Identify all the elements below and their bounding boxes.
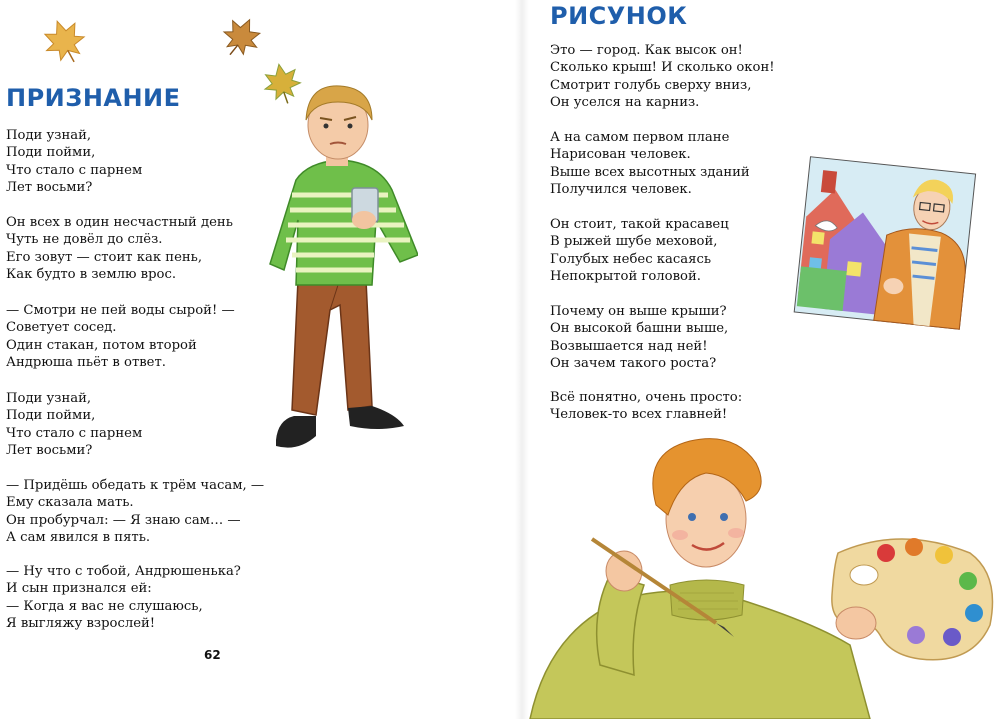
poem-line: Лет восьми? bbox=[6, 443, 93, 459]
poem-line: Нарисован человек. bbox=[550, 147, 691, 163]
poem-line: Поди пойми, bbox=[6, 408, 96, 424]
poem-line: А на самом первом плане bbox=[550, 130, 730, 145]
stanza bbox=[550, 216, 729, 286]
poem-title-priznanie: ПРИЗНАНИЕ bbox=[6, 84, 181, 112]
poem-line: Поди узнай, bbox=[6, 391, 92, 406]
poem-line: Он стоит, такой красавец bbox=[550, 217, 729, 232]
poem-line: Чуть не довёл до слёз. bbox=[6, 232, 163, 248]
stanza bbox=[6, 477, 264, 547]
poem-line: Я выгляжу взрослей! bbox=[6, 616, 156, 632]
stanza bbox=[6, 563, 241, 633]
poem-line: — Смотри не пей воды сырой! — bbox=[6, 303, 235, 318]
poem-line: Сколько крыш! И сколько окон! bbox=[550, 60, 775, 76]
boy-striped-sweater-illustration bbox=[268, 80, 418, 460]
poem-line: Он всех в один несчастный день bbox=[6, 215, 233, 230]
poem-line: Что стало с парнем bbox=[6, 162, 143, 178]
poem-line: Голубых небес касаясь bbox=[550, 251, 712, 267]
stanza bbox=[550, 389, 742, 424]
stanza bbox=[550, 129, 750, 199]
poem-line: А сам явился в пять. bbox=[6, 530, 151, 546]
child-drawing-illustration bbox=[790, 155, 980, 330]
poem-line: Один стакан, потом второй bbox=[6, 337, 197, 353]
poem-line: — Когда я вас не слушаюсь, bbox=[6, 598, 203, 614]
right-page bbox=[520, 0, 1000, 719]
stanza bbox=[6, 302, 235, 372]
poem-line: Он уселся на карниз. bbox=[550, 95, 700, 111]
poem-title-risunok: РИСУНОК bbox=[550, 2, 688, 30]
poem-line: Его зовут — стоит как пень, bbox=[6, 249, 203, 265]
poem-line: Андрюша пьёт в ответ. bbox=[6, 355, 166, 371]
poem-line: Всё понятно, очень просто: bbox=[550, 390, 743, 405]
poem-line: Непокрытой головой. bbox=[550, 269, 701, 285]
stanza bbox=[550, 303, 728, 373]
poem-line: Получился человек. bbox=[550, 182, 692, 198]
poem-line: Что стало с парнем bbox=[6, 425, 143, 441]
poem-line: И сын признался ей: bbox=[6, 581, 152, 597]
poem-line: Почему он выше крыши? bbox=[550, 304, 727, 319]
poem-line: Советует сосед. bbox=[6, 320, 117, 336]
poem-line: Ему сказала мать. bbox=[6, 495, 134, 511]
stanza bbox=[6, 127, 142, 197]
poem-line: Он высокой башни выше, bbox=[550, 321, 729, 337]
poem-line: Он зачем такого роста? bbox=[550, 356, 717, 372]
stanza bbox=[6, 214, 233, 284]
stanza bbox=[550, 42, 775, 112]
maple-leaf-1 bbox=[38, 14, 91, 69]
poem-line: Возвышается над ней! bbox=[550, 338, 708, 354]
poem-line: Это — город. Как высок он! bbox=[550, 43, 743, 58]
poem-line: Человек-то всех главней! bbox=[550, 407, 728, 423]
poem-line: — Ну что с тобой, Андрюшенька? bbox=[6, 564, 241, 579]
poem-line: Как будто в землю врос. bbox=[6, 267, 177, 283]
poem-line: — Придёшь обедать к трём часам, — bbox=[6, 478, 265, 493]
poem-line: Он пробурчал: — Я знаю сам… — bbox=[6, 512, 241, 528]
poem-line: Лет восьми? bbox=[6, 180, 93, 196]
poem-line: Смотрит голубь сверху вниз, bbox=[550, 77, 752, 93]
poem-line: Поди пойми, bbox=[6, 145, 96, 161]
maple-leaf-2 bbox=[216, 12, 266, 63]
poem-line: В рыжей шубе меховой, bbox=[550, 234, 718, 250]
poem-line: Выше всех высотных зданий bbox=[550, 164, 750, 180]
stanza bbox=[6, 390, 142, 460]
boy-painter-illustration bbox=[520, 435, 1000, 719]
page-number: 62 bbox=[204, 648, 221, 662]
poem-line: Поди узнай, bbox=[6, 128, 92, 143]
